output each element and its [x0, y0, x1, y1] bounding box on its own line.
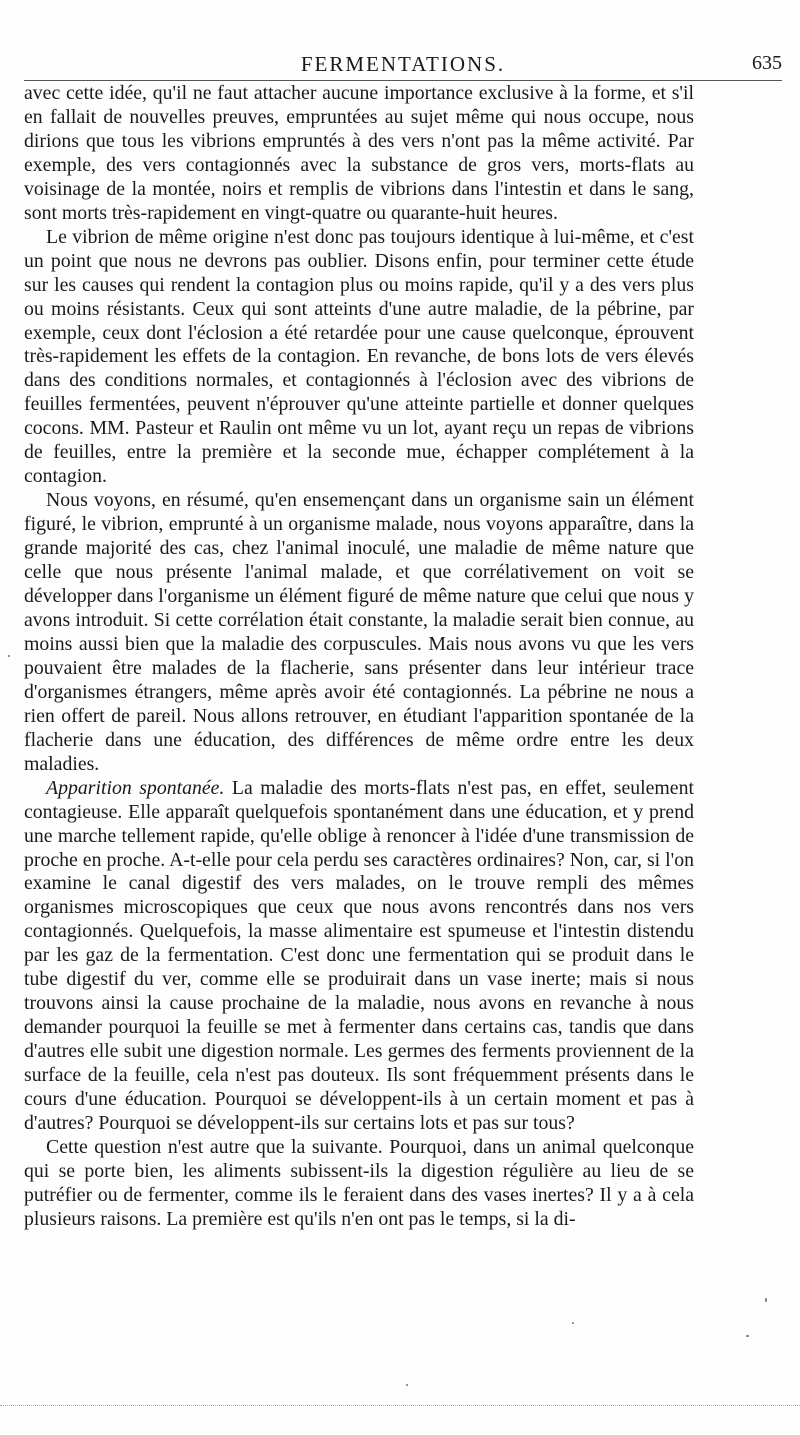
paragraph-4-text: La maladie des morts-flats n'est pas, en effet, seulement contagieuse. Elle apparaît quelquefois spontanément dans une éducation, et y prend une marche tellement rapide, qu'elle oblige à renoncer à l'idée d'une transmission de proche en proche. A-t-elle pour cela perdu ses caractères ordinaires? Non, car, si l'on examine le canal digestif des vers malades, on le trouve rempli des mêmes organismes microscopiques que ceux que nous avons rencontrés dans nos vers contagionnés. Quelquefois, la masse alimentaire est spumeuse et l'intestin distendu par les gaz de la fermentation. C'est donc une fermentation qui se produit dans le tube digestif du ver, comme elle se produirait dans un vase inerte; mais si nous trouvons ainsi la cause prochaine de la maladie, nous avons en revanche à nous demander pourquoi la feuille se met à fermenter dans certains cas, tandis que dans d'autres elle subit une digestion normale. Les germes des ferments proviennent de la surface de la feuille, cela n'est pas douteux. Ils sont fréquemment présents dans le cours d'une éducation. Pourquoi se développent-ils à un certain moment et pas à d'autres? Pourquoi se développent-ils sur certains lots et pas sur tous?: [24, 776, 694, 1134]
body-text: [24, 82, 694, 1232]
scan-speck: [8, 655, 10, 657]
scan-line: [0, 1405, 800, 1407]
scan-speck: [572, 1322, 574, 1324]
paragraph-2: Le vibrion de même origine n'est donc pas toujours identique à lui-même, et c'est un point que nous ne devrons pas oublier. Disons enfin, pour terminer cette étude sur les causes qui rendent la contagion plus ou moins rapide, qu'il y a des vers plus ou moins résistants. Ceux qui sont atteints d'une autre maladie, de la pébrine, par exemple, ceux dont l'éclosion a été retardée pour une cause quelconque, éprouvent très-rapidement les effets de la contagion. En revanche, de bons lots de vers élevés dans des conditions normales, et contagionnés à l'éclosion avec des vibrions de feuilles fermentées, peuvent n'éprouver qu'une atteinte partielle et donner quelques cocons. MM. Pasteur et Raulin ont même vu un lot, ayant reçu un repas de vibrions de feuilles, entre la première et la seconde mue, échapper complétement à la contagion.: [24, 225, 694, 488]
running-title: FERMENTATIONS.: [300, 52, 506, 76]
page-number: 635: [752, 52, 782, 74]
scan-speck: [746, 1335, 749, 1337]
paragraph-1: avec cette idée, qu'il ne faut attacher aucune importance exclusive à la forme, et s'il en fallait de nouvelles preuves, empruntées au sujet même qui nous occupe, nous dirions que tous les vibrions empruntés à des vers n'ont pas la même activité. Par exemple, des vers contagionnés avec la substance de gros vers, morts-flats au voisinage de la montée, noirs et remplis de vibrions dans l'intestin et dans le sang, sont morts très-rapidement en vingt-quatre ou quarante-huit heures.: [24, 82, 694, 224]
scan-speck: [406, 1384, 408, 1386]
scan-speck: [765, 1298, 767, 1302]
paragraph-5: Cette question n'est autre que la suivante. Pourquoi, dans un animal quelconque qui se porte bien, les aliments subissent-ils la digestion régulière au lieu de se putréfier ou de fermenter, comme ils le feraient dans des vases inertes? Il y a à cela plusieurs raisons. La première est qu'ils n'en ont pas le temps, si la di-: [24, 1135, 694, 1230]
paragraph-4: [24, 777, 694, 1136]
paragraph-3: Nous voyons, en résumé, qu'en ensemençant dans un organisme sain un élément figuré, le vibrion, emprunté à un organisme malade, nous voyons apparaître, dans la grande majorité des cas, chez l'animal inoculé, une maladie de même nature que celle que nous présente l'animal malade, et que corrélativement on voit se développer dans l'organisme un élément figuré de même nature que celui que nous y avons introduit. Si cette corrélation était constante, la maladie serait bien connue, au moins aussi bien que la maladie des corpuscules. Mais nous avons vu que les vers pouvaient être malades de la flacherie, sans présenter dans leur intérieur trace d'organismes étrangers, même après avoir été contagionnés. La pébrine ne nous a rien offert de pareil. Nous allons retrouver, en étudiant l'apparition spontanée de la flacherie dans une éducation, des différences de même ordre entre les deux maladies.: [24, 489, 694, 775]
header-rule: [24, 80, 782, 81]
running-head: [24, 52, 782, 78]
section-title: Apparition spontanée.: [46, 776, 225, 799]
